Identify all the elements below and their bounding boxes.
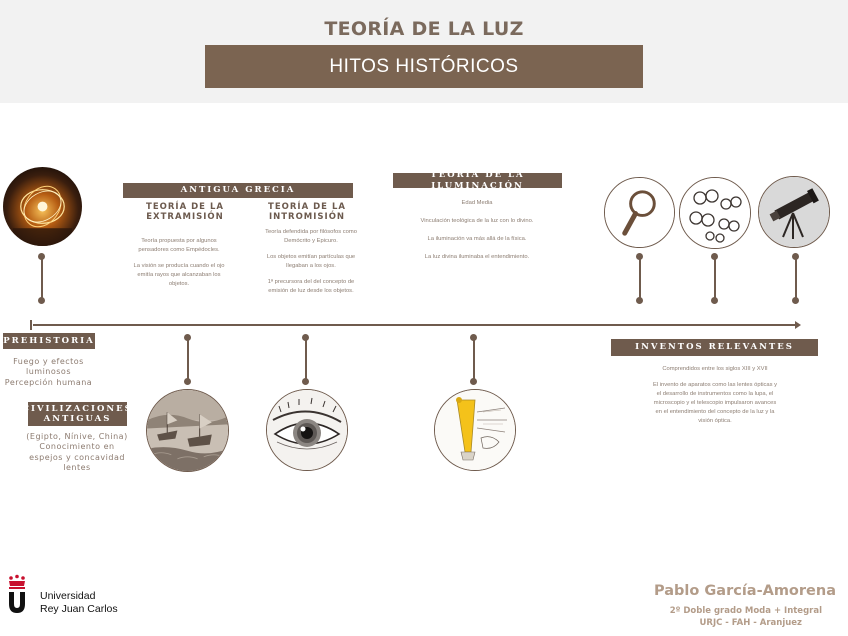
- divine-light-icon: [434, 389, 516, 471]
- pin-head-top: [470, 334, 477, 341]
- spectacles-icon: [679, 177, 751, 249]
- author-name: Pablo García-Amorena: [654, 583, 836, 599]
- pin-civilizaciones: [187, 337, 189, 382]
- pin-head-top: [636, 253, 643, 260]
- pin-head-bottom: [792, 297, 799, 304]
- intromision-p2-line-b: llegaban a los ojos.: [286, 262, 336, 269]
- extramision-text: [118, 237, 240, 289]
- intromision-p3-line-a: 1ª precursora del del concepto de: [267, 278, 355, 285]
- author-institution: URJC - FAH - Aranjuez: [699, 618, 802, 628]
- intromision-text: [248, 228, 374, 296]
- label-prehistoria: PREHISTORIA: [3, 333, 95, 349]
- pin-prehistoria: [41, 256, 43, 301]
- inventos-p1-line-b: el desarrollo de instrumentos como la lupa, el: [656, 390, 774, 397]
- pin-head-bottom: [636, 297, 643, 304]
- pin-head-bottom: [38, 297, 45, 304]
- inventos-p1-line-e: visión óptica.: [698, 417, 732, 424]
- label-antigua-grecia: ANTIGUA GRECIA: [123, 183, 353, 198]
- iluminacion-p1: Vinculación teológica de la luz con lo divino.: [420, 217, 534, 224]
- pin-inventos-2: [714, 256, 716, 301]
- pin-inventos-3: [795, 256, 797, 301]
- prehistoria-line-3: Percepción humana: [4, 377, 93, 387]
- intromision-p2-line-a: Los objetos emitían partículas que: [266, 253, 356, 260]
- intromision-p1-line-b: Demócrito y Epicuro.: [284, 237, 338, 244]
- ancient-ships-icon: [146, 389, 229, 472]
- author-degree: 2º Doble grado Moda + Integral: [669, 606, 822, 616]
- pin-head-top: [38, 253, 45, 260]
- timeline-axis: [33, 324, 797, 326]
- civilizaciones-line-4: lentes: [63, 463, 91, 473]
- inventos-p0: Comprendidos entre los siglos XIII y XVII: [662, 366, 768, 372]
- university-line-2: Rey Juan Carlos: [40, 603, 118, 616]
- pin-grecia: [305, 337, 307, 382]
- timeline-arrow-icon: [795, 321, 801, 329]
- intromision-title-1: TEORÍA DE LA: [268, 202, 346, 212]
- prehistoria-text: [0, 357, 97, 388]
- pin-head-top: [302, 334, 309, 341]
- label-inventos-relevantes: INVENTOS RELEVANTES: [611, 339, 818, 356]
- iluminacion-p3: La luz divina iluminaba el entendimiento.: [424, 253, 530, 260]
- civilizaciones-line-1: (Egipto, Nínive, China): [26, 432, 128, 441]
- pin-head-top: [711, 253, 718, 260]
- pin-head-bottom: [302, 378, 309, 385]
- page-subtitle: HITOS HISTÓRICOS: [329, 55, 519, 77]
- extramision-p2-line-c: objetos.: [168, 280, 190, 287]
- university-line-1: Universidad: [40, 590, 96, 602]
- page-title: TEORÍA DE LA LUZ: [324, 18, 524, 40]
- extramision-title-2: EXTRAMISIÓN: [146, 212, 224, 223]
- extramision-p2-line-b: emitía rayos que alcanzaban los: [137, 271, 221, 278]
- pin-head-top: [184, 334, 191, 341]
- inventos-p1-line-d: en el entendimiento del concepto de la luz y la: [655, 408, 775, 415]
- iluminacion-p2: La iluminación va más allá de la física.: [427, 235, 527, 242]
- intromision-title: [252, 202, 362, 222]
- pin-head-bottom: [711, 297, 718, 304]
- extramision-title-1: TEORÍA DE LA: [146, 202, 224, 212]
- civilizaciones-label-2: ANTIGUAS: [43, 414, 112, 424]
- telescope-icon: [758, 176, 830, 248]
- intromision-title-2: INTROMISIÓN: [268, 212, 346, 223]
- inventos-p1-line-a: El invento de aparatos como las lentes ópticas y: [652, 381, 778, 388]
- eye-icon: [266, 389, 348, 471]
- label-civilizaciones: [22, 402, 133, 426]
- label-teoria-iluminacion: TEORÍA DE LA ILUMINACIÓN: [393, 173, 562, 188]
- iluminacion-p0: Edad Media: [461, 200, 493, 206]
- civilizaciones-line-3: espejos y concavidad: [29, 452, 125, 462]
- extramision-p2-line-a: La visión se producía cuando el ojo: [133, 262, 225, 269]
- extramision-p1-line-a: Teoría propuesta por algunos: [141, 238, 217, 244]
- prehistoria-line-1: Fuego y efectos: [13, 357, 84, 366]
- pin-head-bottom: [184, 378, 191, 385]
- university-name: [40, 590, 118, 616]
- prehistoria-line-2: luminosos: [25, 367, 71, 377]
- pin-head-bottom: [470, 378, 477, 385]
- subtitle-banner: [205, 45, 643, 88]
- intromision-p1-line-a: Teoría defendida por filósofos como: [265, 229, 357, 235]
- urjc-crown-logo: [6, 574, 28, 614]
- inventos-text: [640, 365, 790, 426]
- extramision-p1-line-b: pensadores como Empédocles.: [138, 246, 220, 253]
- extramision-title: [130, 202, 240, 222]
- pin-head-top: [792, 253, 799, 260]
- pin-iluminacion: [473, 337, 475, 382]
- iluminacion-text: [398, 199, 556, 262]
- inventos-p1-line-c: microscopio y el telescopio impulsaron avances: [653, 399, 777, 406]
- magnifying-glass-icon: [604, 177, 675, 248]
- civilizaciones-label-1: CIVILIZACIONES: [22, 403, 133, 414]
- pin-inventos-1: [639, 256, 641, 301]
- intromision-p3-line-b: emisión de luz desde los objetos.: [268, 287, 354, 294]
- civilizaciones-line-2: Conocimiento en: [39, 442, 115, 452]
- civilizaciones-text: [22, 432, 132, 474]
- fire-ring-icon: [3, 167, 82, 246]
